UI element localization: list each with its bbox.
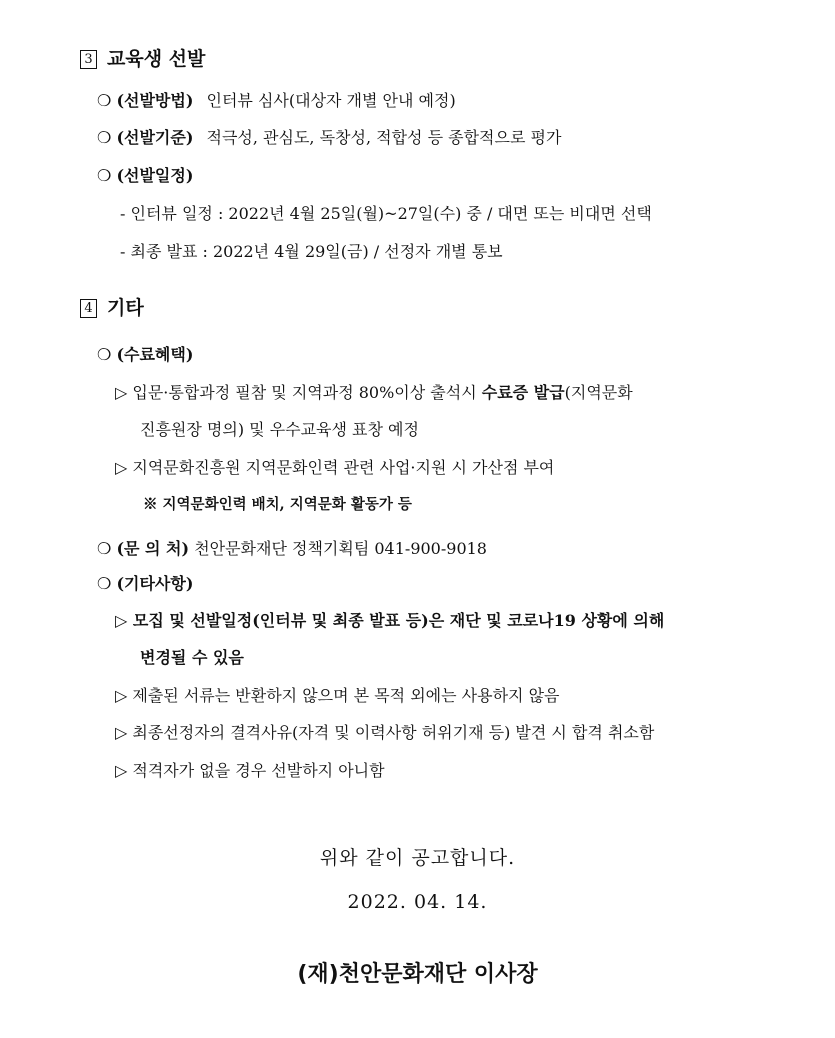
interview-schedule: - 인터뷰 일정 : 2022년 4월 25일(월)~27일(수) 중 / 대면 또는 비대면 선택: [120, 204, 652, 223]
section-title: 기타: [107, 297, 144, 319]
section-number-box: 3: [80, 50, 97, 69]
certificate-highlight: 수료증 발급: [481, 383, 565, 402]
other-notes-item: [97, 573, 193, 595]
other-item-4: ▷ 적격자가 없을 경우 선발하지 아니함: [115, 761, 385, 780]
section-title: 교육생 선발: [107, 48, 206, 70]
closing-notice: 위와 같이 공고합니다.: [319, 847, 516, 869]
item-label: (선발기준): [116, 128, 194, 147]
contact-text: 천안문화재단 정책기획팀 041-900-9018: [194, 539, 487, 558]
other-item-1-continued: 변경될 수 있음: [140, 648, 244, 667]
other-item-1: ▷ 모집 및 선발일정(인터뷰 및 최종 발표 등)은 재단 및 코로나19 상황에 의해: [115, 611, 665, 630]
benefit-item-2: ▷ 지역문화진흥원 지역문화인력 관련 사업·지원 시 가산점 부여: [115, 458, 555, 477]
selection-method-item: [97, 90, 456, 112]
circle-bullet-icon: ❍: [97, 574, 112, 593]
benefit-item-1-continued: 진흥원장 명의) 및 우수교육생 표창 예정: [140, 420, 419, 439]
completion-benefit-item: [97, 344, 193, 366]
section-number-box: 4: [80, 299, 97, 318]
item-text: 적극성, 관심도, 독창성, 적합성 등 종합적으로 평가: [206, 128, 562, 147]
benefit-item-1: [115, 382, 633, 404]
item-label: (수료혜택): [116, 345, 194, 364]
circle-bullet-icon: ❍: [97, 91, 112, 110]
section-4-heading: [80, 295, 144, 321]
circle-bullet-icon: ❍: [97, 166, 112, 185]
item-label: (기타사항): [116, 574, 194, 593]
selection-criteria-item: [97, 127, 561, 149]
item-text: 인터뷰 심사(대상자 개별 안내 예정): [206, 91, 456, 110]
benefit-text: ▷ 입문·통합과정 필참 및 지역과정 80%이상 출석시: [115, 383, 482, 402]
contact-item: [97, 538, 487, 560]
item-label: (문 의 처): [116, 539, 190, 558]
final-announcement: - 최종 발표 : 2022년 4월 29일(금) / 선정자 개별 통보: [120, 242, 503, 261]
signature: (재)천안문화재단 이사장: [297, 962, 538, 987]
circle-bullet-icon: ❍: [97, 128, 112, 147]
item-label: (선발방법): [116, 91, 194, 110]
other-item-2: ▷ 제출된 서류는 반환하지 않으며 본 목적 외에는 사용하지 않음: [115, 686, 560, 705]
benefit-text-suffix: (지역문화: [564, 383, 633, 402]
other-item-3: ▷ 최종선정자의 결격사유(자격 및 이력사항 허위기재 등) 발견 시 합격 취소함: [115, 723, 655, 742]
circle-bullet-icon: ❍: [97, 345, 112, 364]
circle-bullet-icon: ❍: [97, 539, 112, 558]
selection-schedule-item: [97, 165, 193, 187]
closing-date: 2022. 04. 14.: [347, 891, 488, 913]
item-label: (선발일정): [116, 166, 194, 185]
benefit-note: ※ 지역문화인력 배치, 지역문화 활동가 등: [143, 496, 412, 513]
section-3-heading: [80, 46, 205, 72]
